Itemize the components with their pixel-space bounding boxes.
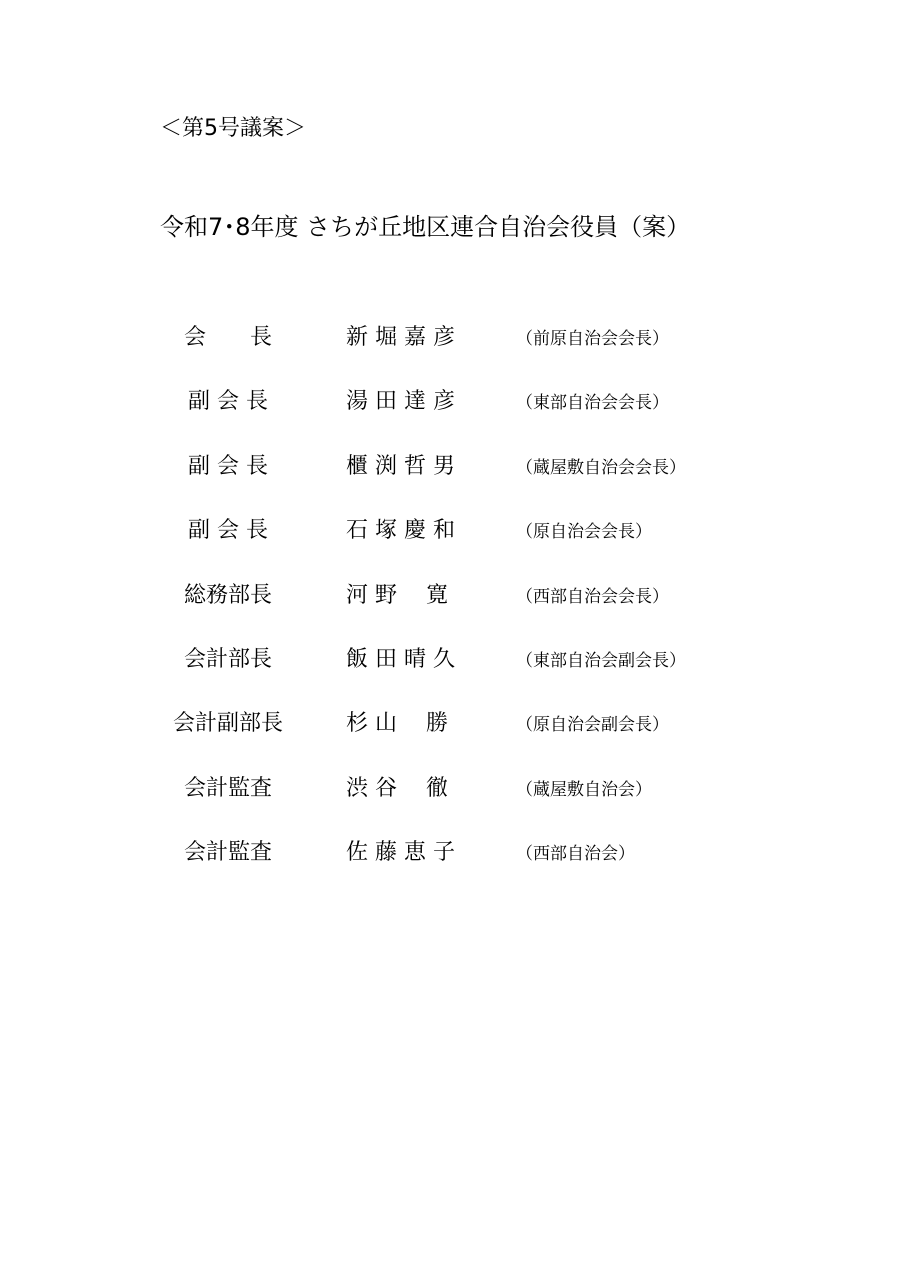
officer-affiliation: （蔵屋敷自治会会長） — [516, 457, 686, 478]
agenda-number: ＜第5号議案＞ — [160, 116, 306, 141]
officer-name: 佐 藤 恵 子 — [346, 840, 455, 866]
officer-role: 副 会 長 — [188, 389, 268, 415]
officer-name: 石 塚 慶 和 — [346, 518, 455, 544]
officer-affiliation: （東部自治会会長） — [516, 393, 669, 414]
officer-roster — [0, 322, 905, 902]
officer-role: 会計部長 — [183, 646, 272, 672]
officer-row — [0, 451, 905, 515]
officer-row — [0, 515, 905, 579]
officer-row — [0, 580, 905, 644]
officer-role: 副 会 長 — [188, 453, 268, 479]
officer-affiliation: （蔵屋敷自治会） — [516, 779, 652, 800]
officer-row — [0, 773, 905, 837]
officer-affiliation: （原自治会会長） — [516, 522, 652, 543]
officer-affiliation: （西部自治会） — [516, 844, 635, 865]
officer-row — [0, 708, 905, 772]
officer-name: 湯 田 達 彦 — [346, 389, 455, 415]
officer-row — [0, 644, 905, 708]
officer-name: 新 堀 嘉 彦 — [346, 325, 455, 350]
officer-role: 総務部長 — [183, 582, 272, 608]
officer-row — [0, 322, 905, 386]
officer-role: 副 会 長 — [188, 518, 268, 544]
officer-row — [0, 837, 905, 901]
officer-role: 会 長 — [183, 325, 272, 350]
officer-affiliation: （西部自治会会長） — [516, 586, 669, 607]
officer-name: 櫃 渕 哲 男 — [346, 453, 455, 479]
officer-affiliation: （前原自治会会長） — [516, 329, 669, 349]
officer-role: 会計監査 — [183, 840, 272, 866]
officer-name: 飯 田 晴 久 — [346, 646, 455, 672]
officer-name: 河 野 寛 — [346, 582, 448, 608]
officer-role: 会計副部長 — [172, 711, 283, 737]
officer-affiliation: （原自治会副会長） — [516, 715, 669, 736]
officer-name: 渋 谷 徹 — [346, 775, 448, 801]
officer-name: 杉 山 勝 — [346, 711, 448, 737]
officer-row — [0, 386, 905, 450]
officer-role: 会計監査 — [183, 775, 272, 801]
officer-affiliation: （東部自治会副会長） — [516, 650, 686, 671]
document-title: 令和7･8年度 さちが丘地区連合自治会役員（案） — [160, 213, 691, 241]
